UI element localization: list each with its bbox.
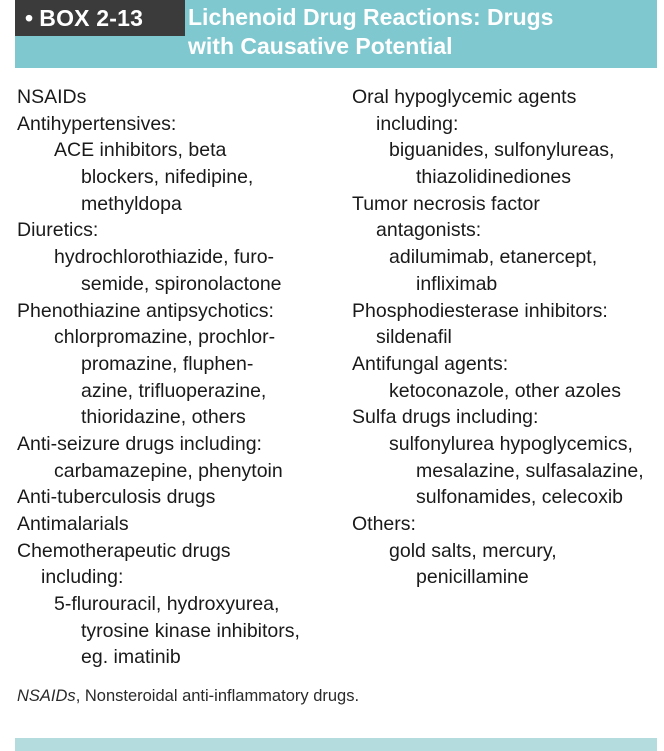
footnote-abbreviation: NSAIDs — [17, 687, 76, 705]
drug-list-line: sulfonamides, celecoxib — [416, 486, 624, 509]
left-column — [17, 84, 347, 671]
category-chemotherapeutic: Chemotherapeutic drugs — [17, 539, 231, 562]
footnote-text: , Nonsteroidal anti-inflammatory drugs. — [75, 687, 360, 705]
drug-list-line: biguanides, sulfonylureas, — [389, 139, 615, 162]
drug-list-line: penicillamine — [416, 566, 529, 589]
category-pde-inhibitors: Phosphodiesterase inhibitors: — [352, 299, 608, 322]
drug-list-line: mesalazine, sulfasalazine, — [416, 459, 644, 482]
drug-list-line: carbamazepine, phenytoin — [54, 459, 283, 482]
box-label — [15, 0, 185, 36]
category-diuretics: Diuretics: — [17, 219, 99, 242]
category-continuation: including: — [41, 566, 124, 589]
drug-list-line: thioridazine, others — [81, 406, 246, 429]
drug-list-line: blockers, nifedipine, — [81, 166, 254, 189]
category-oral-hypoglycemic: Oral hypoglycemic agents — [352, 86, 577, 108]
drug-list-line: tyrosine kinase inhibitors, — [81, 619, 300, 642]
drug-list-line: gold salts, mercury, — [389, 539, 557, 562]
drug-list-line: infliximab — [416, 272, 498, 295]
category-anti-seizure: Anti-seizure drugs including: — [17, 432, 262, 455]
category-anti-tuberculosis: Anti-tuberculosis drugs — [17, 486, 216, 509]
category-tnf: Tumor necrosis factor — [352, 192, 540, 215]
box-title — [188, 3, 648, 61]
category-antimalarials: Antimalarials — [17, 513, 129, 535]
drug-list-line: hydrochlorothiazide, furo- — [54, 246, 275, 269]
category-antifungal: Antifungal agents: — [352, 352, 509, 375]
drug-list-line: chlorpromazine, prochlor- — [54, 326, 276, 349]
box-footer-bar — [15, 738, 657, 751]
drug-list-line: ACE inhibitors, beta — [54, 139, 227, 162]
drug-list-line: azine, trifluoperazine, — [81, 379, 267, 402]
drug-list-line: methyldopa — [81, 192, 182, 215]
drug-list-line: adilumimab, etanercept, — [389, 246, 598, 269]
category-phenothiazine: Phenothiazine antipsychotics: — [17, 299, 274, 322]
box-header — [15, 0, 657, 68]
category-nsaids: NSAIDs — [17, 86, 87, 108]
box-title-line-1: Lichenoid Drug Reactions: Drugs — [188, 4, 554, 30]
bullet-icon: • — [25, 5, 34, 31]
category-others: Others: — [352, 513, 416, 535]
right-column — [352, 84, 662, 591]
drug-list-line: thiazolidinediones — [416, 166, 572, 189]
category-continuation: including: — [376, 112, 459, 135]
category-sulfa: Sulfa drugs including: — [352, 406, 539, 429]
box-title-line-2: with Causative Potential — [188, 33, 453, 59]
drug-list-line: semide, spironolactone — [81, 272, 282, 295]
drug-list-line: sulfonylurea hypoglycemics, — [389, 432, 633, 455]
drug-list-line: eg. imatinib — [81, 646, 181, 669]
drug-list-line: promazine, fluphen- — [81, 352, 254, 375]
drug-list-line: sildenafil — [376, 326, 452, 349]
drug-list-line: ketoconazole, other azoles — [389, 379, 621, 402]
category-continuation: antagonists: — [376, 219, 482, 242]
category-antihypertensives: Antihypertensives: — [17, 112, 177, 135]
drug-list-line: 5-flurouracil, hydroxyurea, — [54, 593, 280, 616]
box-number: BOX 2-13 — [39, 5, 144, 31]
footnote — [17, 685, 359, 707]
